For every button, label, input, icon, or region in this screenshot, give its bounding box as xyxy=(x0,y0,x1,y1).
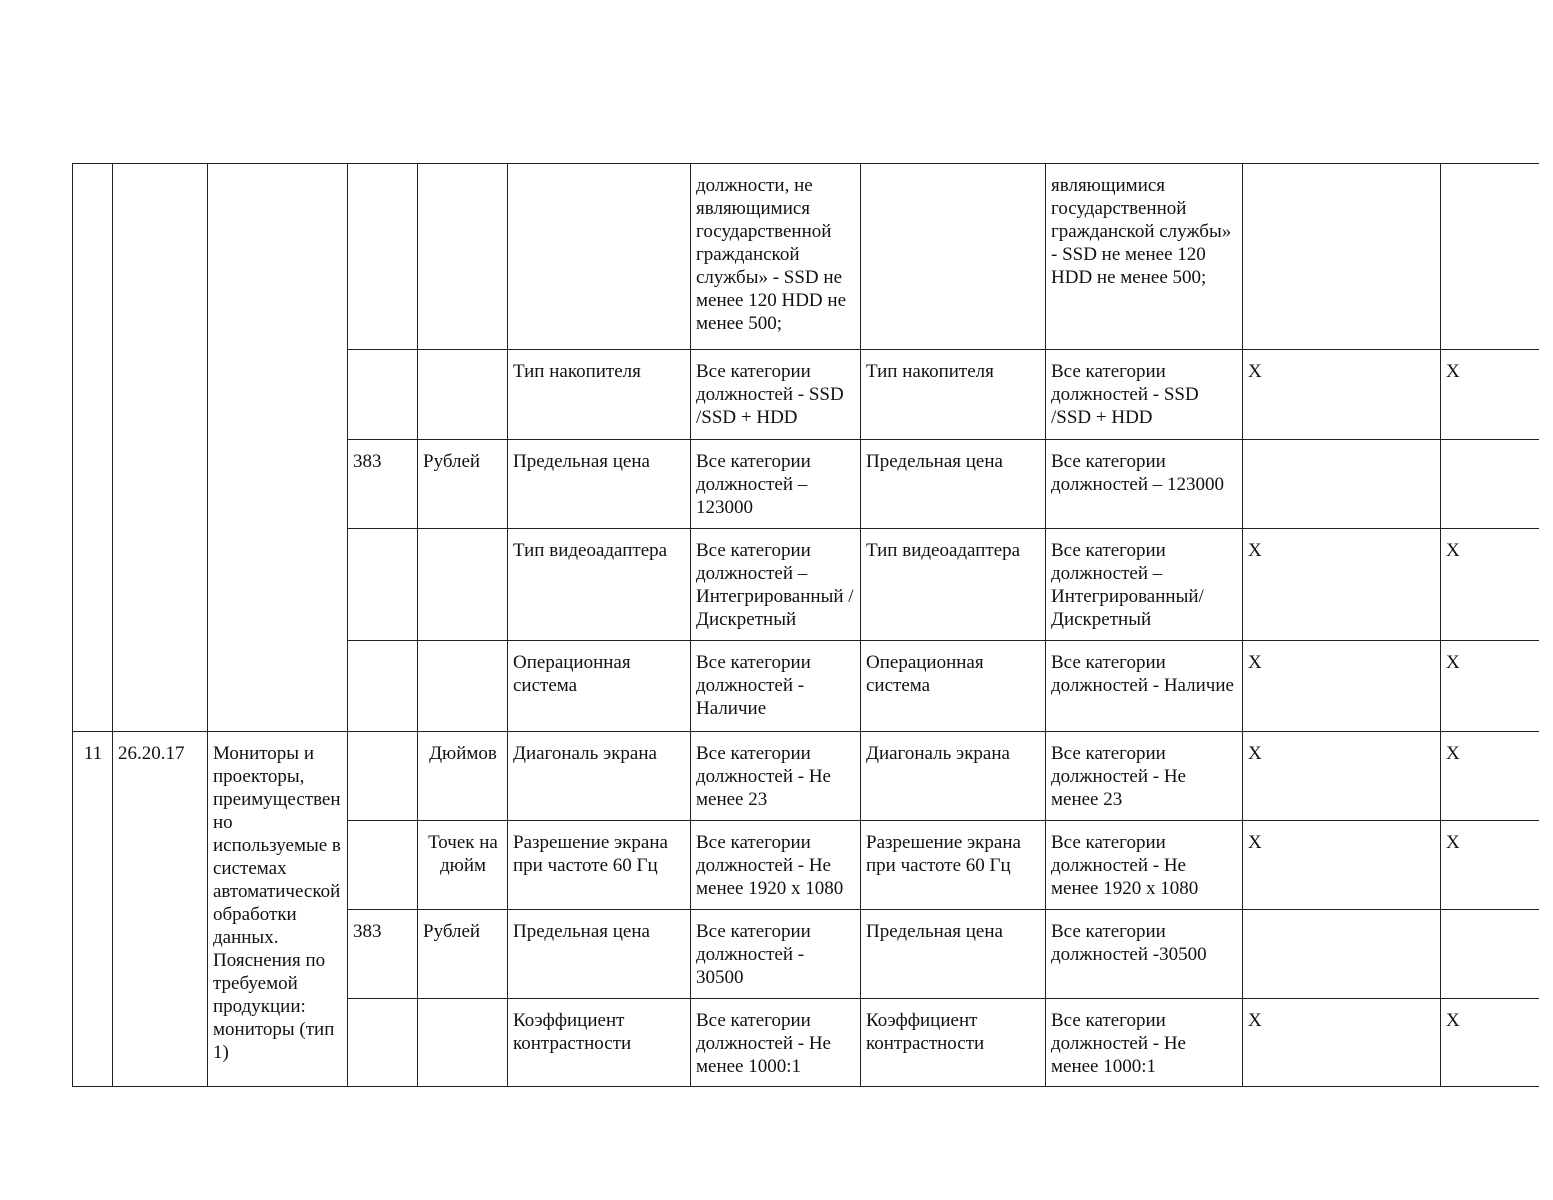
okei-code-cell xyxy=(348,529,418,641)
value-cell: Все категории должностей - Не менее 1000:1 xyxy=(691,999,861,1087)
x-mark-cell xyxy=(1243,164,1441,350)
value-cell: Все категории должностей – 123000 xyxy=(1046,440,1243,529)
okei-code-cell xyxy=(348,732,418,821)
unit-cell: Рублей xyxy=(418,440,508,529)
item-number-cell: 11 xyxy=(73,732,113,1087)
x-mark-cell: Х xyxy=(1441,999,1539,1087)
x-mark-cell: Х xyxy=(1243,641,1441,732)
value-cell: Все категории должностей - Не менее 1920 х 1080 xyxy=(1046,821,1243,910)
okei-code-cell xyxy=(348,641,418,732)
x-mark-cell: Х xyxy=(1441,350,1539,440)
value-cell: должности, не являющимися государственной гражданской службы» - SSD не менее 120 HDD не менее 500; xyxy=(691,164,861,350)
x-mark-cell xyxy=(1441,910,1539,999)
characteristic-cell: Диагональ экрана xyxy=(861,732,1046,821)
characteristic-cell: Тип видеоадаптера xyxy=(861,529,1046,641)
unit-cell xyxy=(418,350,508,440)
okpd2-cell: 26.20.17 xyxy=(113,732,208,1087)
characteristic-cell: Разрешение экрана при частоте 60 Гц xyxy=(508,821,691,910)
table-row xyxy=(73,732,1539,821)
characteristic-cell: Тип накопителя xyxy=(861,350,1046,440)
x-mark-cell: Х xyxy=(1243,732,1441,821)
x-mark-cell: Х xyxy=(1441,529,1539,641)
value-cell: Все категории должностей – Интегрированный/ Дискретный xyxy=(1046,529,1243,641)
value-cell: Все категории должностей - Не менее 1920 х 1080 xyxy=(691,821,861,910)
x-mark-cell: Х xyxy=(1243,821,1441,910)
okei-code-cell xyxy=(348,350,418,440)
x-mark-cell xyxy=(1441,440,1539,529)
x-mark-cell: Х xyxy=(1441,732,1539,821)
value-cell: Все категории должностей - Не менее 23 xyxy=(1046,732,1243,821)
value-cell: Все категории должностей - Не менее 1000:1 xyxy=(1046,999,1243,1087)
characteristic-cell: Диагональ экрана xyxy=(508,732,691,821)
unit-cell xyxy=(418,529,508,641)
unit-cell xyxy=(418,999,508,1087)
characteristic-cell xyxy=(508,164,691,350)
value-cell: являющимися государственной гражданской службы» - SSD не менее 120 HDD не менее 500; xyxy=(1046,164,1243,350)
x-mark-cell: Х xyxy=(1243,529,1441,641)
characteristic-cell: Тип видеоадаптера xyxy=(508,529,691,641)
characteristic-cell: Коэффициент контрастности xyxy=(508,999,691,1087)
table-row xyxy=(73,164,1539,350)
value-cell: Все категории должностей – 123000 xyxy=(691,440,861,529)
characteristic-cell: Операционная система xyxy=(861,641,1046,732)
item-name-cell xyxy=(208,164,348,732)
okei-code-cell: 383 xyxy=(348,910,418,999)
x-mark-cell: Х xyxy=(1441,821,1539,910)
unit-cell: Рублей xyxy=(418,910,508,999)
okei-code-cell xyxy=(348,164,418,350)
okei-code-cell xyxy=(348,821,418,910)
unit-cell xyxy=(418,641,508,732)
value-cell: Все категории должностей -30500 xyxy=(1046,910,1243,999)
value-cell: Все категории должностей - Наличие xyxy=(691,641,861,732)
value-cell: Все категории должностей - SSD /SSD + HDD xyxy=(1046,350,1243,440)
unit-cell: Точек на дюйм xyxy=(418,821,508,910)
characteristic-cell xyxy=(861,164,1046,350)
unit-cell: Дюймов xyxy=(418,732,508,821)
x-mark-cell: Х xyxy=(1243,350,1441,440)
characteristic-cell: Операционная система xyxy=(508,641,691,732)
unit-cell xyxy=(418,164,508,350)
value-cell: Все категории должностей - Наличие xyxy=(1046,641,1243,732)
x-mark-cell: Х xyxy=(1441,641,1539,732)
characteristic-cell: Разрешение экрана при частоте 60 Гц xyxy=(861,821,1046,910)
characteristic-cell: Тип накопителя xyxy=(508,350,691,440)
x-mark-cell xyxy=(1441,164,1539,350)
characteristic-cell: Предельная цена xyxy=(861,440,1046,529)
characteristic-cell: Предельная цена xyxy=(508,440,691,529)
item-name-cell: Мониторы и проекторы, преимущественно используемые в системах автоматической обработки данных. Пояснения по требуемой продукции: мониторы (тип 1) xyxy=(208,732,348,1087)
value-cell: Все категории должностей - Не менее 23 xyxy=(691,732,861,821)
characteristic-cell: Предельная цена xyxy=(861,910,1046,999)
value-cell: Все категории должностей - 30500 xyxy=(691,910,861,999)
x-mark-cell: Х xyxy=(1243,999,1441,1087)
characteristic-cell: Коэффициент контрастности xyxy=(861,999,1046,1087)
okpd2-cell xyxy=(113,164,208,732)
item-number-cell xyxy=(73,164,113,732)
value-cell: Все категории должностей - SSD /SSD + HDD xyxy=(691,350,861,440)
okei-code-cell xyxy=(348,999,418,1087)
x-mark-cell xyxy=(1243,910,1441,999)
requirements-table xyxy=(72,163,1539,1087)
x-mark-cell xyxy=(1243,440,1441,529)
characteristic-cell: Предельная цена xyxy=(508,910,691,999)
value-cell: Все категории должностей – Интегрированный /Дискретный xyxy=(691,529,861,641)
okei-code-cell: 383 xyxy=(348,440,418,529)
